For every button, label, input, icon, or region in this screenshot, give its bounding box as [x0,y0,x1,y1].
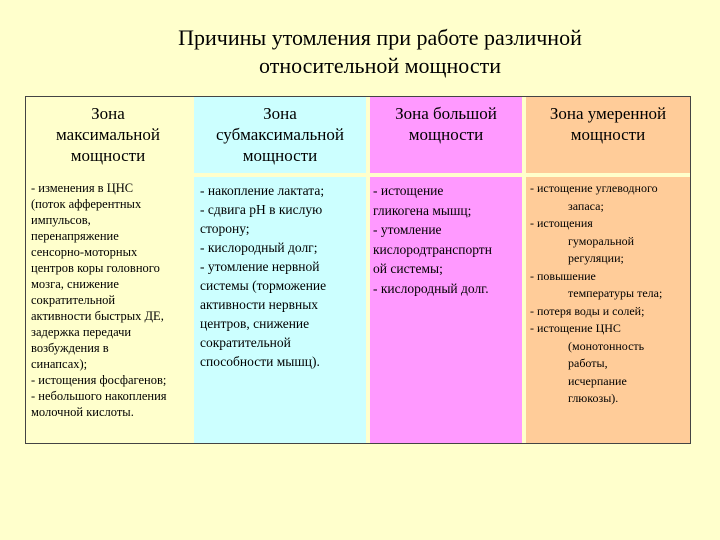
header-line: Зона большой [395,104,497,123]
body-line: сенсорно-моторных [31,245,138,259]
body-line: активности быстрых ДЕ, [31,309,164,323]
header-line: Зона умеренной [549,104,667,123]
body-line: - истощение [373,183,444,198]
body-line: ой системы; [373,261,443,276]
body-line: - истощения фосфагенов; [31,373,167,387]
body-line: сократительной [31,293,116,307]
body-line: импульсов, [31,213,91,227]
body-line: активности нервных [200,297,319,312]
body-line: - кислородный долг. [373,280,489,296]
body-line: - утомление нервной [200,259,320,274]
body-line: гуморальной [568,233,635,248]
slide-title [0,24,720,80]
body-high-zone [370,177,522,443]
body-line: - сдвига рН в кислую [200,202,323,217]
header-line: субмаксимальной [215,125,344,144]
body-line: способности мышц). [200,354,320,369]
header-line: мощности [242,146,318,165]
body-submax-zone [194,177,366,443]
body-line: - накопление лактата; [200,183,325,198]
body-line: - небольшого накопления [31,389,167,403]
fatigue-causes-table [25,96,691,444]
header-line: максимальной [56,125,160,144]
body-line: (поток афферентных [31,197,142,211]
body-line: сократительной [200,335,291,350]
body-line: - изменения в ЦНС [31,181,134,195]
header-max-zone [26,97,190,173]
title-line-1: Причины утомления при работе различной [178,25,582,50]
body-line: задержка передачи [31,325,132,339]
body-line: - истощения [530,216,593,230]
body-line: глюкозы). [568,391,619,405]
header-line: Зона [91,104,125,123]
body-line: запаса; [568,198,604,213]
header-line: мощности [408,125,484,144]
body-line: центров коры головного [31,261,160,275]
body-moderate-zone [526,177,690,443]
header-high-zone [370,97,522,173]
header-line: мощности [570,125,646,144]
body-line: центров, снижение [200,316,310,331]
body-line: температуры тела; [568,286,663,300]
body-line: молочной кислоты. [31,405,134,419]
body-line: кислородтранспортн [373,241,492,257]
body-line: синапсах); [31,357,88,371]
body-line: мозга, снижение [31,277,119,291]
body-line: работы, [568,356,608,370]
body-line: регуляции; [568,251,624,265]
header-moderate-zone [526,97,690,173]
body-line: сторону; [200,221,250,236]
body-line: - кислородный долг; [200,240,318,255]
body-line: (монотонность [568,338,645,353]
header-line: Зона [263,104,297,123]
title-line-2: относительной мощности [259,53,501,78]
body-line: возбуждения в [31,341,109,355]
body-line: перенапряжение [31,229,119,243]
body-max-zone [26,177,190,443]
body-line: исчерпание [568,373,627,388]
body-line: - потеря воды и солей; [530,303,645,318]
body-line: - утомление [373,222,442,237]
body-line: системы (торможение [200,278,327,293]
body-line: гликогена мышц; [373,202,472,218]
header-line: мощности [70,146,146,165]
body-line: - истощение ЦНС [530,321,621,335]
body-line: - повышение [530,268,596,283]
body-line: - истощение углеводного [530,181,658,195]
header-submax-zone [194,97,366,173]
